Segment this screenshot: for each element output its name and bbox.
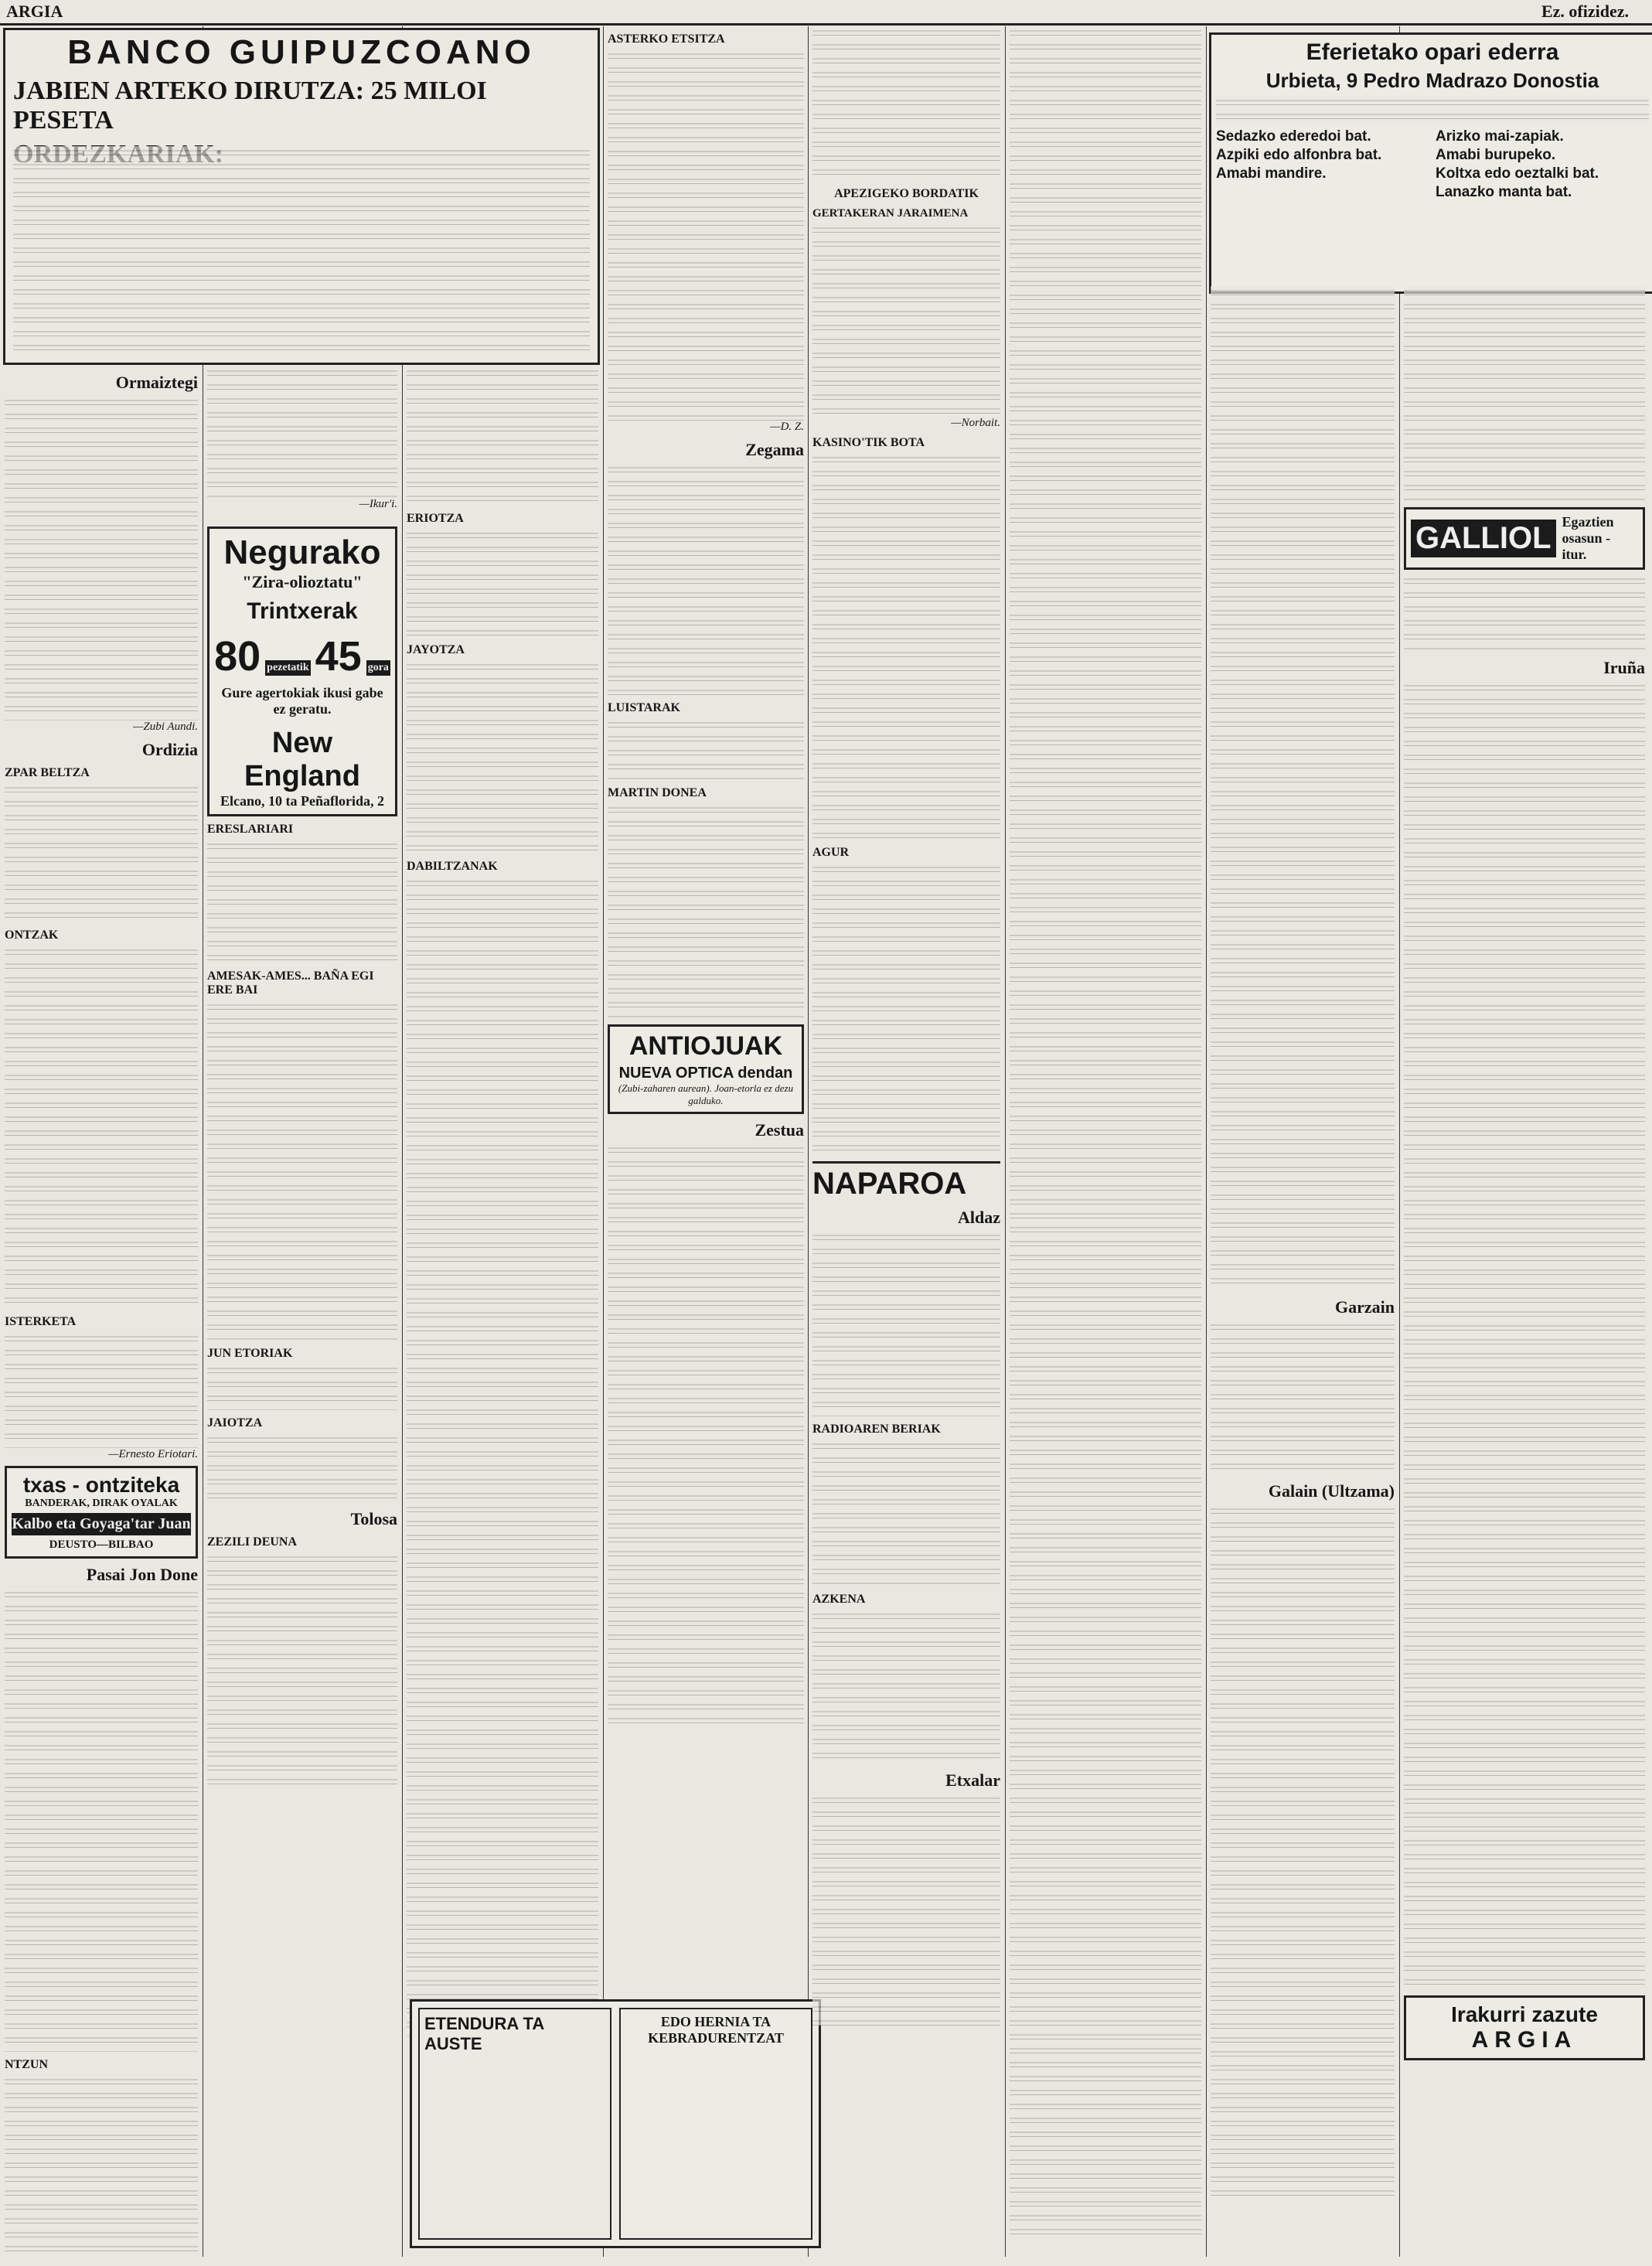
heading: Pasai Jon Done — [86, 1565, 198, 1584]
article-text — [5, 396, 198, 721]
signature: —Norbait. — [951, 417, 1000, 429]
etendura-sub: EDO HERNIA TA KEBRADURENTZAT — [619, 2008, 812, 2240]
heading: AZKENA — [812, 1593, 866, 1606]
price-end: gora — [366, 660, 390, 676]
heading: ERESLARIARI — [207, 823, 294, 836]
bank-ad — [3, 28, 600, 365]
article-text — [1211, 286, 1395, 1291]
heading: JAYOTZA — [407, 643, 465, 656]
column-rule — [1206, 26, 1207, 2257]
new-england-address: Elcano, 10 ta Peñaflorida, 2 — [220, 793, 384, 809]
column-2 — [207, 366, 397, 2257]
flag-ad-city: DEUSTO—BILBAO — [49, 1538, 154, 1551]
negurako-trench: Trintxerak — [247, 598, 358, 624]
bank-title: BANCO GUIPUZCOANO — [67, 33, 536, 71]
article-text — [5, 2075, 198, 2257]
etendura-title: ETENDURA TA AUSTE — [418, 2008, 611, 2240]
article-text — [608, 1143, 804, 1731]
article-text — [5, 1588, 198, 2052]
heading: AGUR — [812, 846, 850, 859]
gift-item: Lanazko manta bat. — [1436, 184, 1572, 200]
article-text — [608, 803, 804, 1020]
article-text — [812, 1231, 1000, 1416]
galliol-title: GALLIOL — [1411, 520, 1556, 557]
flag-ad — [5, 1466, 198, 1559]
article-text — [407, 366, 598, 506]
signature: —Zubi Aundi. — [133, 721, 198, 733]
article-text — [407, 660, 598, 854]
heading: ASTERKO ETSITZA — [608, 32, 725, 46]
heading: JAIOTZA — [207, 1416, 263, 1429]
gift-ad-items — [1216, 128, 1649, 201]
gift-item: Amabi burupeko. — [1436, 147, 1556, 163]
article-text — [1404, 681, 1645, 1988]
gift-ad-title: Eferietako opari ederra — [1306, 39, 1559, 65]
antiojuak-title: ANTIOJUAK — [628, 1031, 783, 1061]
article-text — [207, 840, 397, 963]
article-text — [812, 1440, 1000, 1586]
gift-item: Koltxa edo oeztalki bat. — [1436, 165, 1599, 182]
etendura-ad — [410, 1999, 821, 2248]
gift-item: Azpiki edo alfonbra bat. — [1216, 147, 1382, 163]
article-text — [5, 783, 198, 922]
article-text — [812, 223, 1000, 417]
article-text — [812, 26, 1000, 181]
article-text — [608, 718, 804, 780]
signature: —Ernesto Eriotari. — [108, 1448, 198, 1460]
article-text — [207, 1433, 397, 1503]
heading: Garzain — [1335, 1297, 1395, 1317]
article-text — [407, 529, 598, 637]
price-to: 45 — [315, 633, 362, 680]
article-text — [407, 877, 598, 2036]
column-5 — [812, 26, 1000, 2257]
heading: Ordizia — [141, 740, 198, 759]
issue-label: Ez. ofizidez. — [1541, 2, 1629, 21]
column-7 — [1211, 286, 1395, 2257]
heading: KASINO'TIK BOTA — [812, 436, 925, 449]
column-6 — [1010, 26, 1201, 2257]
article-text — [812, 1610, 1000, 1764]
column-rule — [1005, 26, 1006, 2257]
irakurri-argia: ARGIA — [1471, 2027, 1578, 2053]
negurako-sub: "Zira-olioztatu" — [242, 572, 363, 591]
antiojuak-shop: NUEVA OPTICA dendan — [618, 1065, 793, 1082]
heading: ERIOTZA — [407, 512, 464, 525]
price-line: Gure agertokiak ikusi gabe ez geratu. — [221, 685, 383, 717]
signature: —Ikur'i. — [359, 498, 397, 510]
heading: Zegama — [745, 440, 804, 459]
column-1 — [5, 366, 198, 2257]
masthead-strip — [0, 0, 1652, 26]
heading: RADIOAREN BERIAK — [812, 1423, 941, 1436]
heading: ISTERKETA — [5, 1315, 77, 1328]
heading: Aldaz — [958, 1208, 1000, 1227]
flag-ad-name: Kalbo eta Goyaga'tar Juan — [12, 1513, 191, 1535]
flag-ad-sub: BANDERAK, DIRAK OYALAK — [25, 1498, 178, 1509]
article-text — [1010, 26, 1201, 2237]
article-text — [812, 1794, 1000, 2026]
gift-item: Amabi mandire. — [1216, 165, 1327, 182]
paper-name: ARGIA — [6, 2, 63, 21]
heading: Zestua — [754, 1120, 804, 1140]
etendura-inner — [418, 2008, 812, 2240]
article-text — [1211, 1320, 1395, 1475]
bank-fine-print — [13, 146, 590, 355]
bank-capital: JABIEN ARTEKO DIRUTZA: 25 MILOI PESETA — [13, 77, 487, 135]
heading: Etxalar — [945, 1770, 1000, 1790]
column-8 — [1404, 286, 1645, 2257]
heading: Ormaiztegi — [115, 373, 198, 392]
price-from: 80 — [214, 633, 261, 680]
heading: AMESAK-AMES... BAÑA EGI ERE BAI — [207, 969, 374, 997]
heading: DABILTZANAK — [407, 860, 498, 873]
negurako-ad — [207, 526, 397, 816]
article-text — [812, 863, 1000, 1157]
heading: MARTIN DONEA — [608, 786, 707, 799]
signature: —D. Z. — [770, 421, 804, 433]
article-text — [812, 453, 1000, 840]
heading: JUN ETORIAK — [207, 1347, 293, 1360]
gift-item: Sedazko ederedoi bat. — [1216, 128, 1371, 145]
gift-item: Arizko mai-zapiak. — [1436, 128, 1564, 145]
article-text — [5, 946, 198, 1309]
irakurri-line: Irakurri zazute — [1451, 2002, 1598, 2026]
column-3 — [407, 366, 598, 2257]
heading: ONTZAK — [5, 929, 59, 942]
antiojuak-address: (Zubi-zaharen aurean). Joan-etorla ez dezu galduko. — [618, 1082, 794, 1106]
heading: Tolosa — [350, 1509, 397, 1528]
column-4 — [608, 26, 804, 2257]
article-text — [1404, 574, 1645, 652]
price-unit: pezetatik — [265, 660, 310, 676]
heading: LUISTARAK — [608, 701, 680, 714]
flag-ad-title: txas - ontziteka — [22, 1473, 180, 1497]
gift-ad-address: Urbieta, 9 Pedro Madrazo Donostia — [1265, 69, 1599, 92]
article-text — [1404, 286, 1645, 503]
column-rule — [1399, 26, 1400, 2257]
heading: ZEZILI DEUNA — [207, 1535, 298, 1549]
antiojuak-ad — [608, 1024, 804, 1114]
article-text — [207, 366, 397, 498]
new-england-title: New England — [244, 727, 360, 792]
article-text — [207, 1552, 397, 1784]
price-row — [214, 632, 390, 680]
column-rule — [603, 26, 604, 2257]
article-text — [207, 1364, 397, 1410]
heading: Galain (Ultzama) — [1268, 1481, 1395, 1501]
gift-ad-fine — [1216, 96, 1649, 124]
article-text — [608, 463, 804, 695]
column-rule — [808, 26, 809, 2257]
irakurri-ad — [1404, 1995, 1645, 2060]
gift-ad — [1209, 32, 1652, 294]
article-text — [608, 49, 804, 421]
article-text — [1211, 1504, 1395, 2200]
galliol-ad — [1404, 507, 1645, 570]
article-text — [5, 1332, 198, 1448]
heading: NTZUN — [5, 2058, 49, 2071]
heading: Iruña — [1603, 658, 1645, 677]
heading: ZPAR BELTZA — [5, 766, 90, 779]
heading: APEZIGEKO BORDATIK — [834, 187, 979, 200]
naparoa-heading: NAPAROA — [812, 1161, 1000, 1201]
heading: GERTAKERAN JARAIMENA — [812, 207, 969, 220]
galliol-sub: Egaztien osasun - itur. — [1562, 514, 1614, 562]
article-text — [207, 1000, 397, 1341]
negurako-title: Negurako — [223, 533, 381, 571]
